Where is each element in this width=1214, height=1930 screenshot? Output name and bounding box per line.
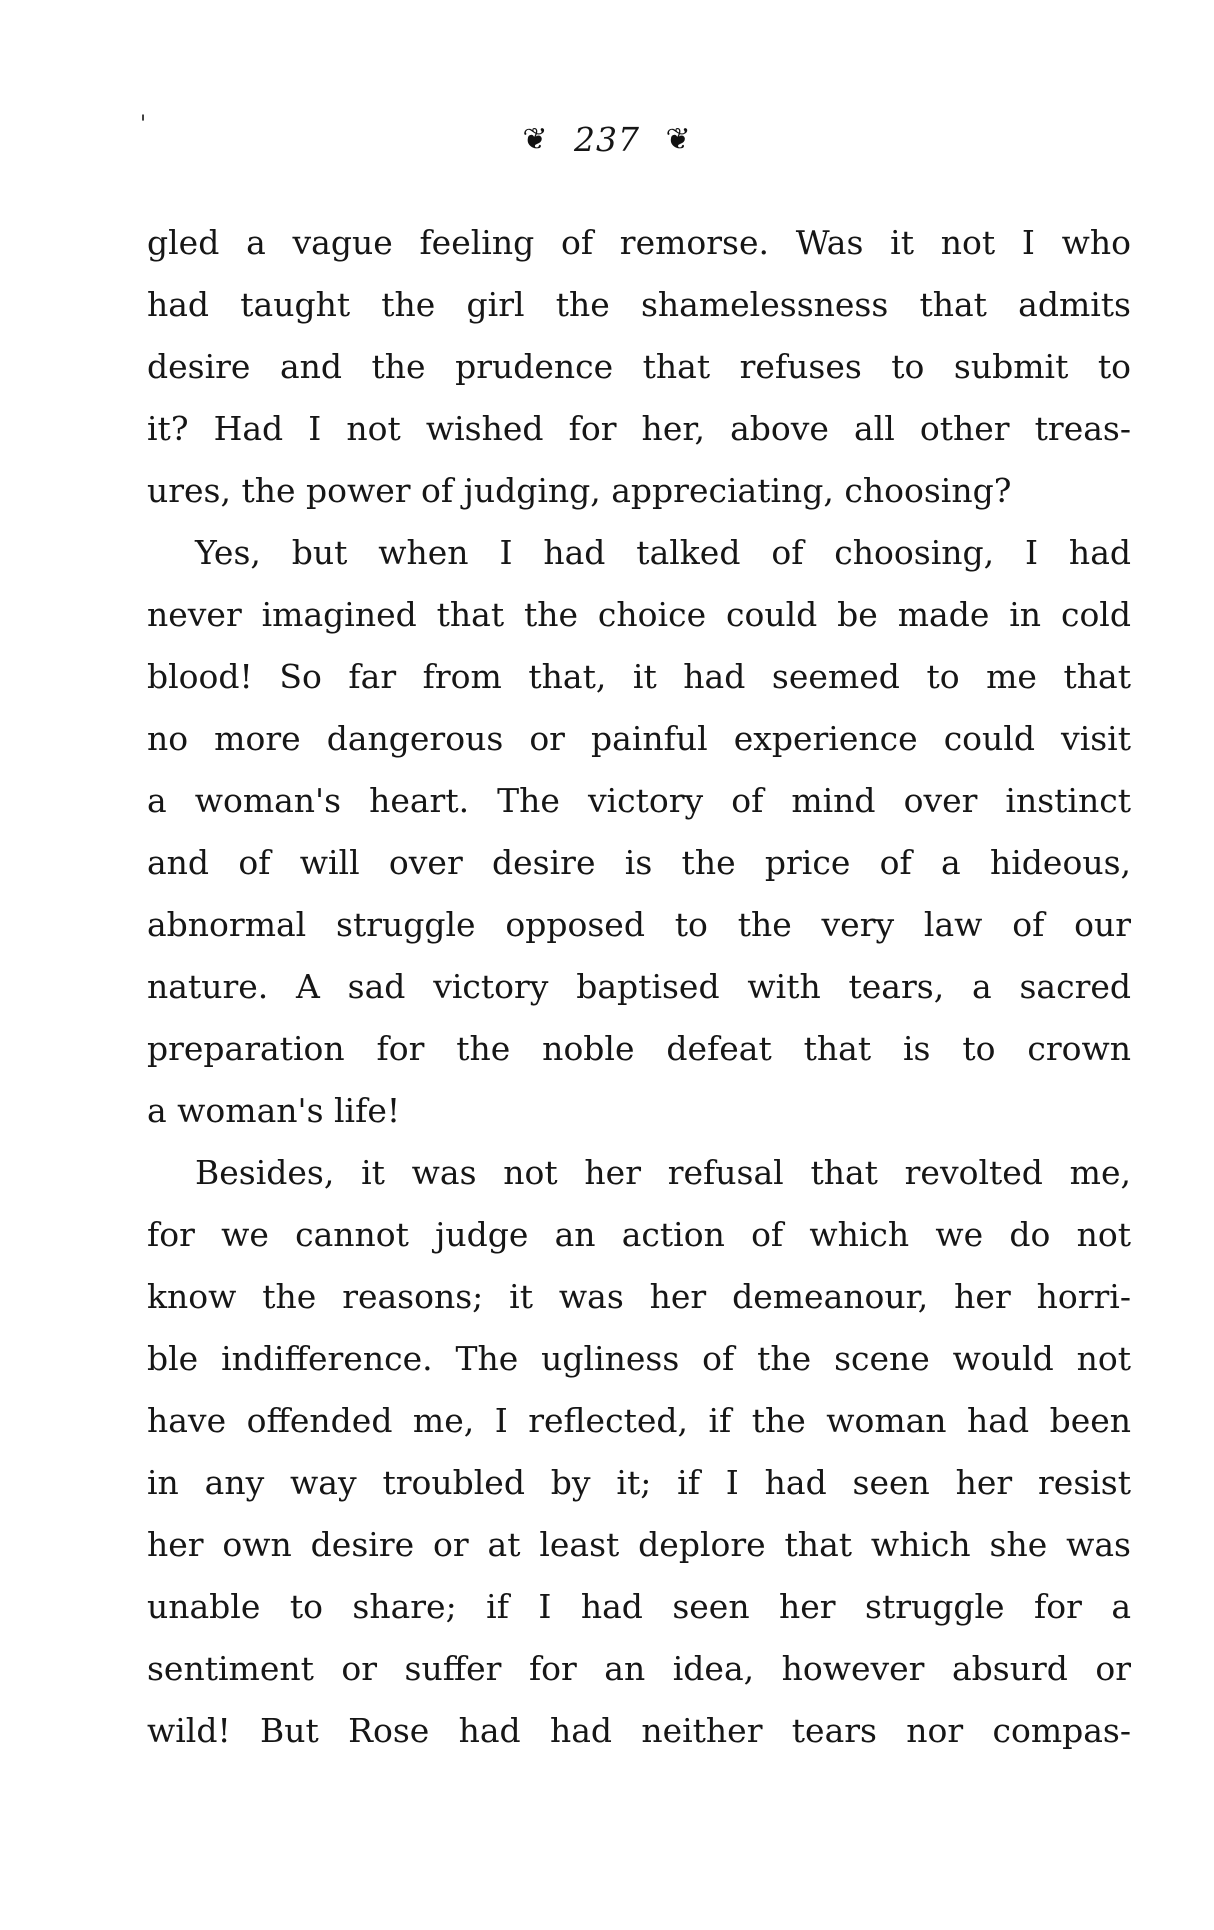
text-line: unable to share; if I had seen her struggle for a [147,1587,1131,1626]
text-line: ures, the power of judging, appreciating, choosing? [147,471,1012,510]
text-line: never imagined that the choice could be made in cold [147,595,1131,634]
page-body-text [147,212,1131,1762]
text-line: have offended me, I reflected, if the woman had been [147,1401,1131,1440]
paragraph-first-line: Yes, but when I had talked of choosing, I had [195,533,1131,572]
text-line: abnormal struggle opposed to the very law of our [147,905,1131,944]
text-line: gled a vague feeling of remorse. Was it not I who [147,223,1131,262]
text-line: know the reasons; it was her demeanour, her horri- [147,1277,1131,1316]
fleuron-left-icon: ❦ [522,122,549,157]
text-line: no more dangerous or painful experience could visit [147,719,1131,758]
fleuron-right-icon: ❦ [665,122,692,157]
text-line: blood! So far from that, it had seemed to me that [147,657,1131,696]
text-line: for we cannot judge an action of which we do not [147,1215,1131,1254]
text-line: sentiment or suffer for an idea, however absurd or [147,1649,1131,1688]
text-line: wild! But Rose had had neither tears nor compas- [147,1711,1131,1750]
text-line: ble indifference. The ugliness of the scene would not [147,1339,1131,1378]
text-line: nature. A sad victory baptised with tears, a sacred [147,967,1131,1006]
text-line: it? Had I not wished for her, above all other treas- [147,409,1131,448]
text-line: in any way troubled by it; if I had seen her resist [147,1463,1131,1502]
text-line: a woman's heart. The victory of mind over instinct [147,781,1131,820]
page-header [0,118,1214,160]
text-line: a woman's life! [147,1091,401,1130]
paragraph-first-line: Besides, it was not her refusal that revolted me, [195,1153,1131,1192]
text-line: and of will over desire is the price of a hideous, [147,843,1131,882]
stray-ink-mark: ' [140,112,147,137]
text-line: had taught the girl the shamelessness that admits [147,285,1131,324]
text-line: her own desire or at least deplore that which she was [147,1525,1131,1564]
text-line: desire and the prudence that refuses to submit to [147,347,1131,386]
page-number: 237 [574,120,640,159]
text-line: preparation for the noble defeat that is to crown [147,1029,1131,1068]
